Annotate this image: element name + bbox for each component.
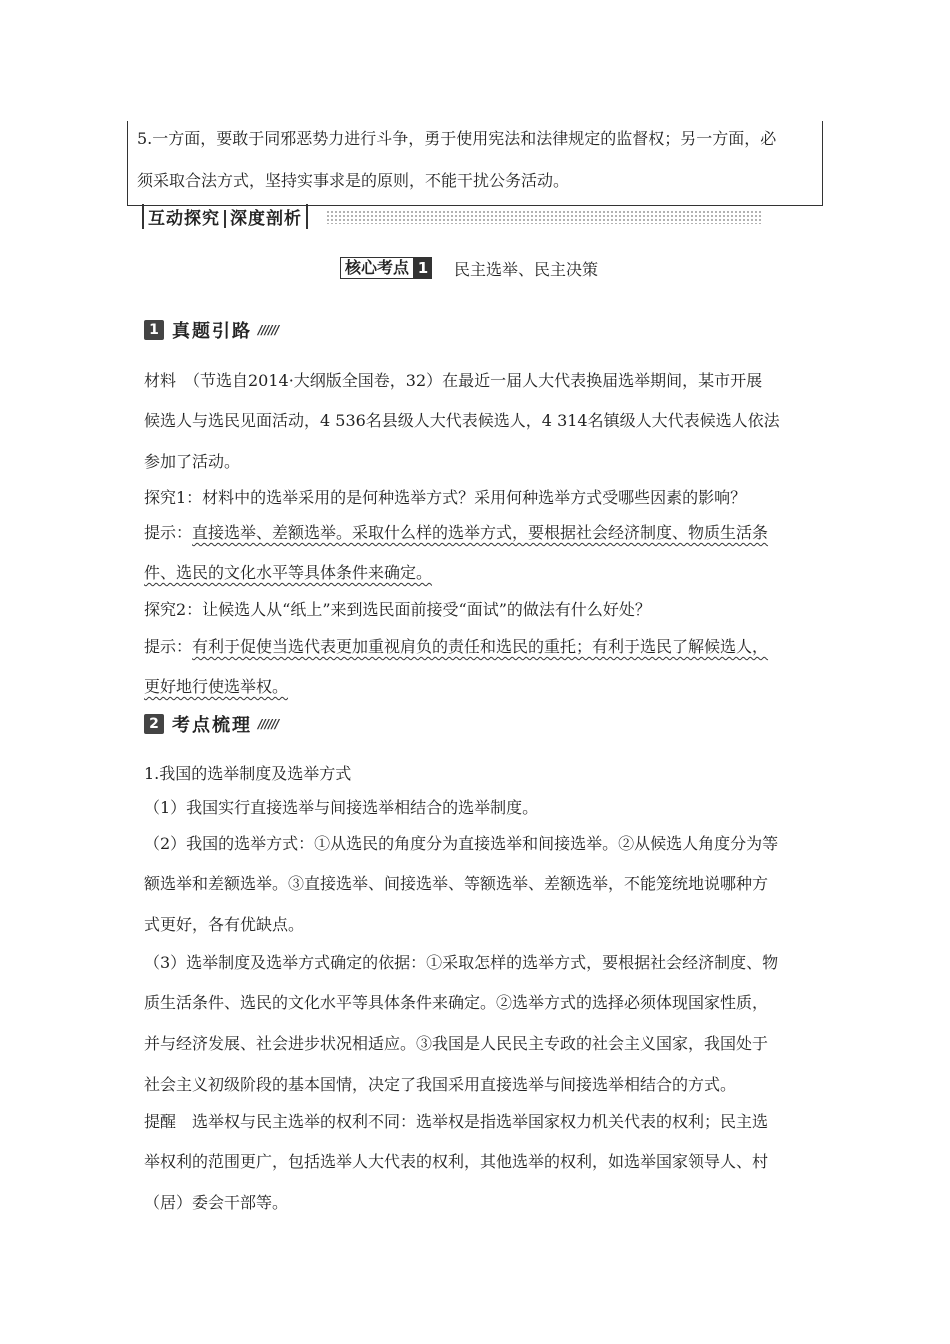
core-point-label: 核心考点 bbox=[340, 257, 414, 279]
banner-part-2: 深度剖析 bbox=[230, 208, 302, 229]
point-3-line-4: 社会主义初级阶段的基本国情，决定了我国采用直接选举与间接选举相结合的方式。 bbox=[144, 1075, 737, 1094]
core-point-number: 1 bbox=[414, 257, 432, 279]
section-1-title: 真题引路 bbox=[172, 321, 252, 342]
box-line-1: 5.一方面，要敢于同邪恶势力进行斗争，勇于使用宪法和法律规定的监督权；另一方面，必 bbox=[137, 129, 777, 148]
section-1-heading bbox=[144, 319, 278, 341]
reminder-line-3: （居）委会干部等。 bbox=[144, 1193, 289, 1212]
hint-1-prefix: 提示： bbox=[144, 523, 193, 542]
point-3-line-2: 质生活条件、选民的文化水平等具体条件来确定。②选举方式的选择必须体现国家性质， bbox=[144, 993, 769, 1012]
hint-2-text-1: 有利于促使当选代表更加重视肩负的责任和选民的重托；有利于选民了解候选人， bbox=[192, 637, 769, 656]
section-1-slashes: ////// bbox=[258, 323, 279, 337]
point-3-line-3: 并与经济发展、社会进步状况相适应。③我国是人民民主专政的社会主义国家，我国处于 bbox=[144, 1034, 769, 1053]
hint-1-line-1 bbox=[144, 522, 768, 544]
section-2-badge: 2 bbox=[144, 714, 164, 734]
section-2-slashes: ////// bbox=[258, 717, 279, 731]
box-line-2: 须采取合法方式，坚持实事求是的原则，不能干扰公务活动。 bbox=[137, 171, 570, 190]
reminder-line-2: 举权利的范围更广，包括选举人大代表的权利，其他选举的权利，如选举国家领导人、村 bbox=[144, 1152, 769, 1171]
point-1: （1）我国实行直接选举与间接选举相结合的选举制度。 bbox=[144, 798, 539, 817]
point-2-line-1: （2）我国的选举方式：①从选民的角度分为直接选举和间接选举。②从候选人角度分为等 bbox=[144, 834, 779, 853]
material-line-2: 候选人与选民见面活动，4 536名县级人大代表候选人，4 314名镇级人大代表候选人依法 bbox=[144, 411, 780, 430]
point-2-line-2: 额选举和差额选举。③直接选举、间接选举、等额选举、差额选举，不能笼统地说哪种方 bbox=[144, 874, 769, 893]
point-2-line-3: 式更好，各有优缺点。 bbox=[144, 915, 305, 934]
hint-2-line-1 bbox=[144, 636, 768, 658]
banner-title bbox=[142, 204, 308, 229]
banner-part-1: 互动探究 bbox=[148, 208, 220, 229]
hint-1-text-1: 直接选举、差额选举。采取什么样的选举方式，要根据社会经济制度、物质生活条 bbox=[192, 523, 769, 542]
reminder-line-1: 提醒 选举权与民主选举的权利不同：选举权是指选举国家权力机关代表的权利；民主选 bbox=[144, 1112, 769, 1131]
section-2-title: 考点梳理 bbox=[172, 715, 252, 736]
hint-2-line-2 bbox=[144, 676, 288, 698]
banner-separator bbox=[224, 210, 226, 228]
banner-dot-pattern bbox=[326, 210, 762, 224]
hint-1-line-2 bbox=[144, 562, 432, 584]
point-3-line-1: （3）选举制度及选举方式确定的依据：①采取怎样的选举方式，要根据社会经济制度、物 bbox=[144, 953, 779, 972]
section-banner bbox=[142, 203, 308, 229]
material-line-1: 材料 （节选自2014·大纲版全国卷，32）在最近一届人大代表换届选举期间，某市开展 bbox=[144, 371, 763, 390]
hint-1-text-2: 件、选民的文化水平等具体条件来确定。 bbox=[144, 563, 433, 582]
question-1: 探究1：材料中的选举采用的是何种选举方式？采用何种选举方式受哪些因素的影响？ bbox=[144, 488, 747, 507]
material-line-3: 参加了活动。 bbox=[144, 452, 241, 471]
section-2-heading bbox=[144, 713, 278, 735]
section-1-badge: 1 bbox=[144, 320, 164, 340]
points-heading: 1.我国的选举制度及选举方式 bbox=[144, 764, 352, 783]
question-2: 探究2：让候选人从“纸上”来到选民面前接受“面试”的做法有什么好处？ bbox=[144, 600, 651, 619]
core-point-header bbox=[340, 257, 598, 279]
hint-2-prefix: 提示： bbox=[144, 637, 193, 656]
hint-2-text-2: 更好地行使选举权。 bbox=[144, 677, 289, 696]
core-point-title: 民主选举、民主决策 bbox=[454, 259, 599, 279]
